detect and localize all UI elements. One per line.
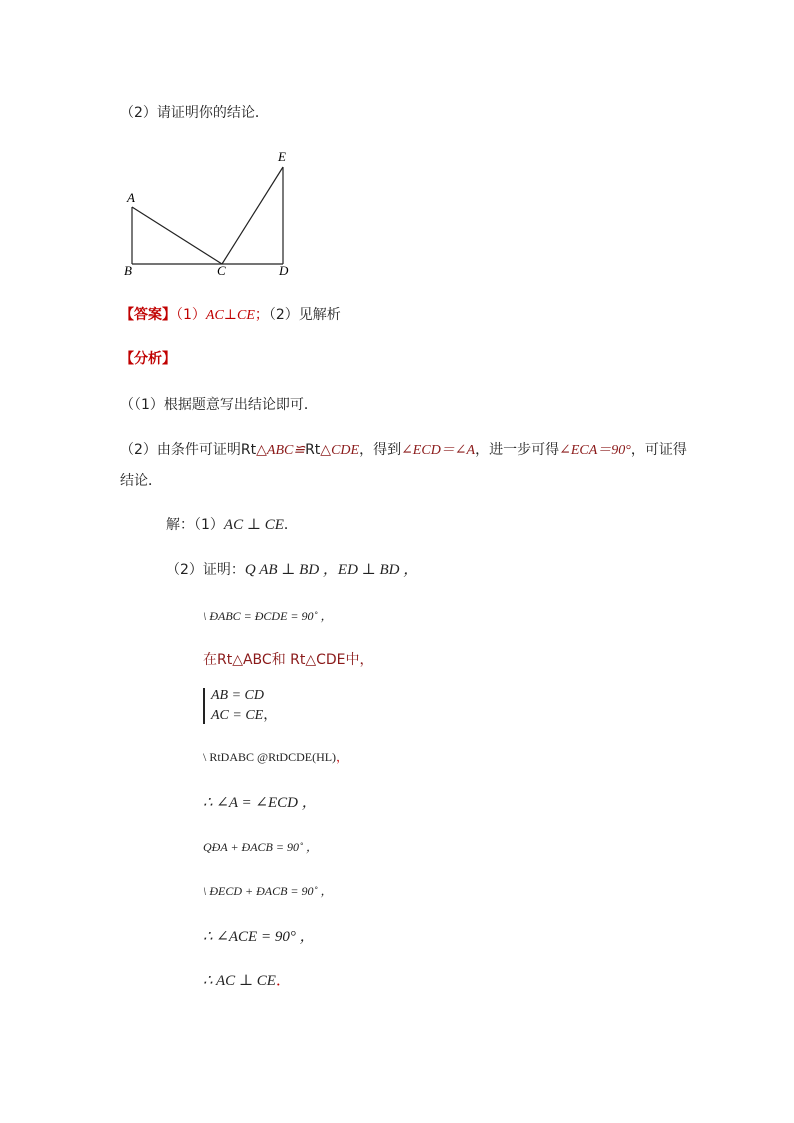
analysis-line3: 结论． — [120, 473, 162, 489]
solution-step4: 在Rt△ABC和 Rt△CDE中， — [203, 652, 374, 668]
solution-step5 — [203, 748, 348, 766]
brace-row-2-expr: AC = CE — [211, 708, 264, 723]
answer-tag: 【答案】 — [120, 307, 176, 323]
solution-brace-system — [203, 686, 303, 726]
label-e: E — [278, 149, 286, 164]
geometry-figure — [115, 148, 315, 283]
solution-step7: QÐA + ÐACB = 90˚ ， — [203, 840, 318, 854]
solution-step10 — [203, 972, 291, 990]
brace-row-2-end: ， — [263, 708, 278, 723]
solution-step5-expr: \ RtDABC @RtDCDE(HL) — [203, 750, 337, 764]
label-b: B — [124, 263, 132, 278]
solution-step8: \ ÐECD + ÐACB = 90˚ ， — [203, 884, 333, 898]
solution-step9: ∴ ∠ACE = 90° ， — [203, 929, 315, 945]
analysis-line2-a: （2）由条件可证明Rt — [120, 442, 257, 458]
solution-step1-end: ． — [283, 517, 298, 533]
analysis-line2 — [120, 441, 687, 460]
brace-icon — [203, 688, 205, 724]
solution-step2 — [166, 561, 418, 579]
analysis-line1: （（1）根据题意写出结论即可． — [120, 397, 318, 413]
answer-p1-value: AC⊥CE — [205, 308, 255, 323]
analysis-line2-b: △ABC≌ — [256, 443, 306, 458]
brace-row-1: AB = CD — [211, 688, 264, 703]
answer-p2: （2）见解析 — [268, 307, 341, 323]
answer-sep: ； — [254, 307, 269, 323]
solution-step10-end: ． — [275, 973, 291, 989]
solution-step2-prefix: （2）证明： — [166, 562, 245, 578]
solution-step1-expr: AC ⊥ CE — [223, 517, 284, 533]
segment-ac — [132, 207, 222, 264]
label-a: A — [127, 190, 135, 205]
label-c: C — [217, 263, 226, 278]
answer-line — [120, 306, 341, 325]
question-part2: （2）请证明你的结论． — [120, 105, 269, 121]
analysis-line2-h: ∠ECA＝90° — [559, 443, 631, 458]
brace-row-2 — [211, 708, 277, 724]
segment-ce — [222, 167, 283, 264]
label-d: D — [279, 263, 289, 278]
solution-step3: \ ÐABC = ÐCDE = 90˚ ， — [203, 609, 333, 623]
analysis-line2-c: Rt — [305, 442, 321, 458]
answer-p1-prefix: （1） — [176, 307, 206, 323]
analysis-line2-f: ∠ECD＝∠A — [401, 443, 476, 458]
solution-step5-end: ， — [336, 750, 349, 764]
solution-step1 — [166, 516, 298, 534]
solution-step2-expr: Q AB ⊥ BD ，ED ⊥ BD ， — [244, 562, 419, 578]
analysis-line2-d: △CDE — [320, 443, 360, 458]
solution-step1-prefix: 解：（1） — [166, 517, 224, 533]
analysis-line2-g: ，进一步可得 — [475, 442, 560, 458]
analysis-line2-i: ，可证得 — [630, 442, 687, 458]
analysis-line2-e: ，得到 — [359, 442, 402, 458]
analysis-tag: 【分析】 — [120, 351, 176, 367]
solution-step10-expr: ∴ AC ⊥ CE — [203, 973, 276, 989]
solution-step6: ∴ ∠A = ∠ECD ， — [203, 795, 317, 811]
